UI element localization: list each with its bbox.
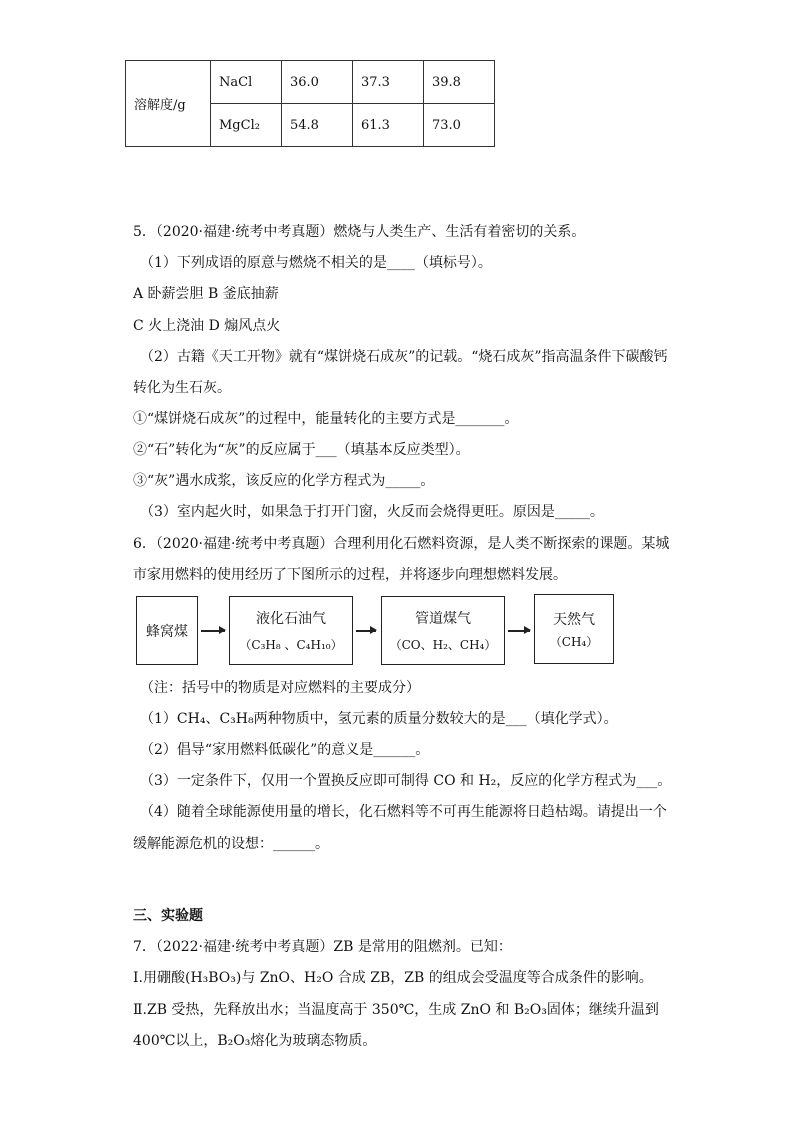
- q6-stem-line2: 市家用燃料的使用经历了下图所示的过程，并将逐步向理想燃料发展。: [133, 567, 567, 583]
- q5-options-ab: A 卧薪尝胆 B 釜底抽薪: [133, 286, 279, 302]
- q5-sub3: ③“灰”遇水成浆，该反应的化学方程式为_____。: [133, 473, 435, 489]
- q7-stem: 7．（2022·福建·统考中考真题）ZB 是常用的阻燃剂。已知：: [133, 939, 512, 955]
- fuel-box-honeycomb-coal: [136, 596, 198, 665]
- q6-part3: （3）一定条件下，仅用一个置换反应即可制得 CO 和 H₂，反应的化学方程式为___。: [140, 773, 672, 789]
- value-cell: 37.3: [353, 61, 424, 104]
- arrow-icon: [508, 630, 530, 632]
- q5-options-cd: C 火上浇油 D 煽风点火: [133, 318, 281, 334]
- q6-part1: （1）CH₄、C₃H₈两种物质中，氢元素的质量分数较大的是___（填化学式）。: [140, 711, 618, 727]
- q6-stem-line1: 6．（2020·福建·统考中考真题）合理利用化石燃料资源，是人类不断探索的课题。某城: [133, 536, 670, 552]
- q6-part2: （2）倡导“家用燃料低碳化”的意义是______。: [140, 742, 430, 758]
- value-cell: 54.8: [282, 104, 353, 147]
- q6-note: （注：括号中的物质是对应燃料的主要成分）: [140, 680, 420, 696]
- value-cell: 73.0: [424, 104, 495, 147]
- q7-item1: Ⅰ.用硼酸(H₃BO₃)与 ZnO、H₂O 合成 ZB，ZB 的组成会受温度等合成条件的影响。: [133, 970, 653, 986]
- value-cell: 39.8: [424, 61, 495, 104]
- fuel-box-lpg: [229, 596, 353, 665]
- value-cell: 61.3: [353, 104, 424, 147]
- q6-part4-line1: （4）随着全球能源使用量的增长，化石燃料等不可再生能源将日趋枯竭。请提出一个: [140, 804, 667, 820]
- fuel-name: 管道煤气: [415, 611, 471, 627]
- substance-cell: NaCl: [211, 61, 282, 104]
- arrow-icon: [201, 630, 225, 632]
- substance-cell: MgCl₂: [211, 104, 282, 147]
- q5-part1: （1）下列成语的原意与燃烧不相关的是____（填标号）。: [140, 255, 492, 271]
- fuel-formula: （C₃H₈ 、C₄H₁₀）: [239, 638, 343, 652]
- q5-sub1: ①“煤饼烧石成灰”的过程中，能量转化的主要方式是_______。: [133, 411, 519, 427]
- solubility-table: [125, 60, 495, 147]
- fuel-box-pipeline-gas: [381, 596, 505, 665]
- q5-part2-line1: （2）古籍《天工开物》就有“煤饼烧石成灰”的记载。“烧石成灰”指高温条件下碳酸钙: [140, 349, 668, 365]
- q5-stem: 5．（2020·福建·统考中考真题）燃烧与人类生产、生活有着密切的关系。: [133, 224, 586, 240]
- fuel-name: 蜂窝煤: [146, 623, 188, 640]
- q5-part3: （3）室内起火时，如果急于打开门窗，火反而会烧得更旺。原因是_____。: [140, 504, 604, 520]
- q7-item2-line2: 400℃以上，B₂O₃熔化为玻璃态物质。: [133, 1033, 377, 1049]
- arrow-icon: [356, 630, 376, 632]
- fuel-formula: （CH₄）: [549, 634, 599, 649]
- section-heading: 三、实验题: [133, 908, 203, 924]
- fuel-name: 液化石油气: [256, 611, 326, 627]
- q5-sub2: ②“石”转化为“灰”的反应属于___（填基本反应类型）。: [133, 442, 470, 458]
- q7-item2-line1: Ⅱ.ZB 受热，先释放出水；当温度高于 350℃，生成 ZnO 和 B₂O₃固体；继续升温到: [133, 1002, 659, 1018]
- value-cell: 36.0: [282, 61, 353, 104]
- q5-part2-line2: 转化为生石灰。: [133, 380, 231, 396]
- fuel-name: 天然气: [553, 611, 595, 628]
- q6-part4-line2: 缓解能源危机的设想：______。: [133, 836, 329, 852]
- table-row: [126, 61, 495, 104]
- fuel-box-natural-gas: [534, 594, 614, 664]
- fuel-formula: （CO、H₂、CH₄）: [389, 638, 497, 652]
- row-label: 溶解度/g: [126, 61, 211, 147]
